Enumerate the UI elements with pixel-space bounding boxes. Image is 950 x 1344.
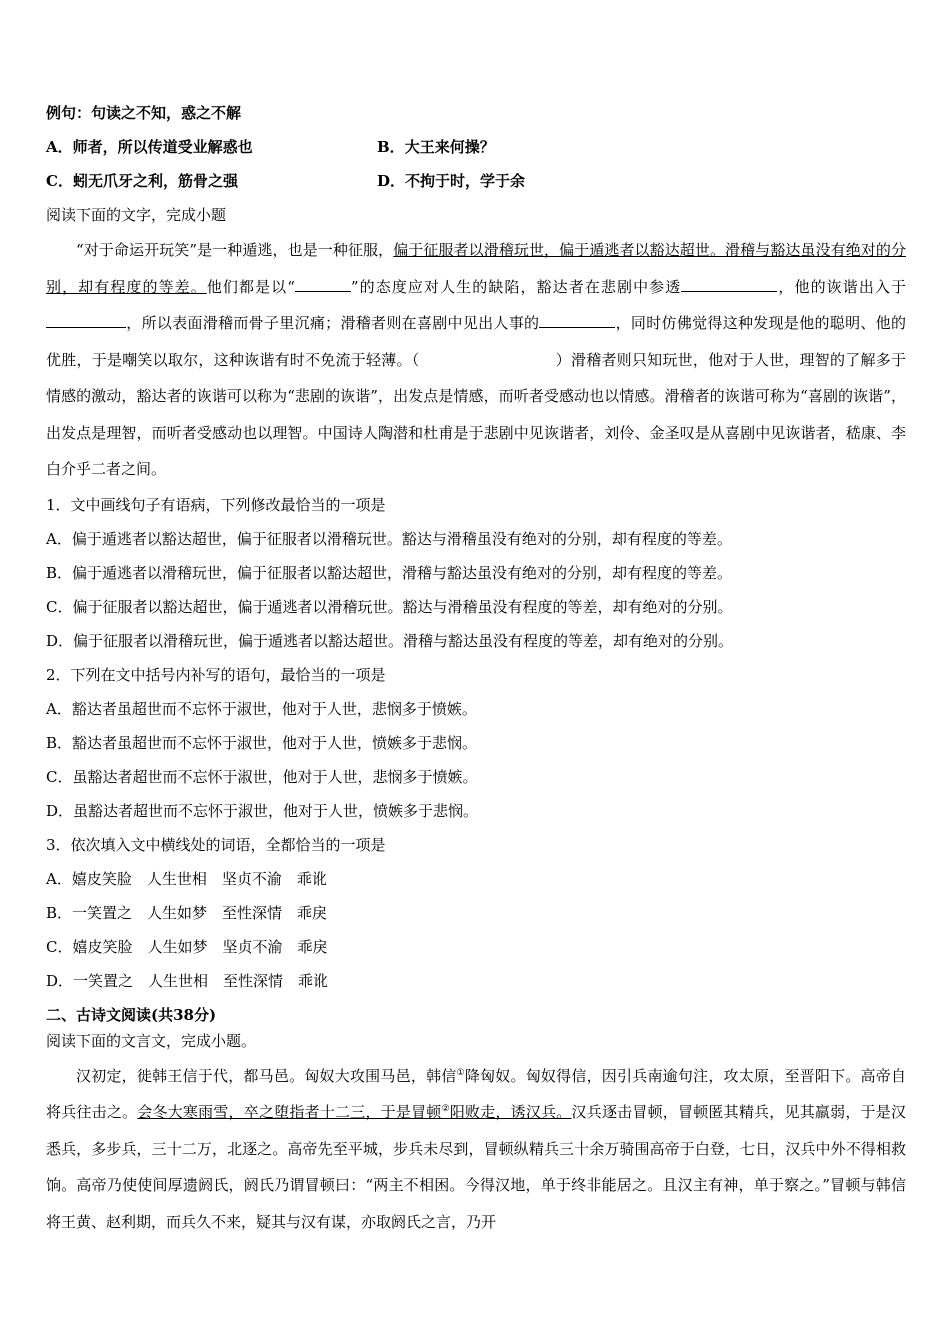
footnote-marker-1: ① xyxy=(456,1067,465,1078)
question-3-option-d[interactable]: D．一笑置之 人生世相 至性深情 乖讹 xyxy=(46,971,329,990)
question-2-option-c[interactable]: C．虽豁达者超世而不忘怀于淑世，他对于人世，悲悯多于愤嫉。 xyxy=(46,767,478,786)
question-1-option-a[interactable]: A．偏于遁逃者以豁达超世，偏于征服者以滑稽玩世。豁达与滑稽虽没有绝对的分别，却有程度的等差。 xyxy=(46,529,732,548)
question-2-option-d[interactable]: D．虽豁达者超世而不忘怀于淑世，他对于人世，愤嫉多于悲悯。 xyxy=(46,801,479,820)
question-1-option-c[interactable]: C．偏于征服者以豁达超世，偏于遁逃者以滑稽玩世。豁达与滑稽虽没有程度的等差，却有绝对的分别。 xyxy=(46,597,733,616)
section-2-title: 二、古诗文阅读(共38分) xyxy=(46,1005,217,1024)
example-option-c[interactable]: C．蚓无爪牙之利，筋骨之强 xyxy=(46,172,238,190)
passage1-paragraph: “对于命运开玩笑”是一种遁逃，也是一种征服，偏于征服者以滑稽玩世，偏于遁逃者以豁达超世。滑稽与豁达虽没有绝对的分别，却有程度的等差。他们都是以“ ”的态度应对人生的缺陷，豁达者在悲剧中参透 ，他的诙谐出入于，所以表面滑稽而骨子里沉痛；滑稽者则在喜剧中见出人事的 ，同时仿佛觉得这种发现是他的聪明、他的优胜，于是嘲笑以取尔，这种诙谐有时不免流于轻薄。（ ）滑稽者则只知玩世，他对于人世，理智的了解多于情感的激动，豁达者的诙谐可以称为“悲剧的诙谐”，出发点是情感，而听者受感动也以情感。滑稽者的诙谐可称为“喜剧的诙谐”，出发点是理智，而听者受感动也以理智。中国诗人陶潜和杜甫是于悲剧中见诙谐者，刘伶、金圣叹是从喜剧中见诙谐者，嵇康、李白介乎二者之间。 xyxy=(46,241,906,478)
question-1-option-b[interactable]: B．偏于遁逃者以滑稽玩世，偏于征服者以豁达超世，滑稽与豁达虽没有绝对的分别，却有程度的等差。 xyxy=(46,563,733,582)
passage1-intro: 阅读下面的文字，完成小题 xyxy=(46,206,227,224)
underlined-sentence: 偏于征服者以滑稽玩世，偏于遁逃者以豁达超世。滑稽与豁达虽没有绝对的分别，却有程度的等差。 xyxy=(46,241,906,296)
underlined-classical-sentence: 会冬大寒雨雪，卒之堕指者十二三，于是冒顿②阳败走，诱汉兵。 xyxy=(137,1103,572,1121)
fill-blank-3[interactable] xyxy=(46,311,126,329)
section-2-intro: 阅读下面的文言文，完成小题。 xyxy=(46,1031,257,1050)
footnote-marker-2: ② xyxy=(441,1104,450,1114)
question-2-option-b[interactable]: B．豁达者虽超世而不忘怀于淑世，他对于人世，愤嫉多于悲悯。 xyxy=(46,733,478,752)
question-3-option-b[interactable]: B．一笑置之 人生如梦 至性深情 乖戾 xyxy=(46,903,328,922)
example-option-b[interactable]: B．大王来何操？ xyxy=(377,138,495,156)
example-option-a[interactable]: A．师者，所以传道受业解惑也 xyxy=(46,138,253,156)
fill-blank-1[interactable] xyxy=(295,274,351,292)
classical-passage: 汉初定，徙韩王信于代，都马邑。匈奴大攻围马邑，韩信①降匈奴。匈奴得信，因引兵南逾句注，攻太原，至晋阳下。高帝自将兵往击之。会冬大寒雨雪，卒之堕指者十二三，于是冒顿②阳败走，诱汉兵。汉兵逐击冒顿，冒顿匿其精兵，见其羸弱，于是汉悉兵，多步兵，三十二万，北逐之。高帝先至平城，步兵未尽到，冒顿纵精兵三十余万骑围高帝于白登，七日，汉兵中外不得相救饷。高帝乃使使间厚遗阏氏，阏氏乃谓冒顿曰：“两主不相困。今得汉地，单于终非能居之。且汉主有神，单于察之。”冒顿与韩信将王黄、赵利期，而兵久不来，疑其与汉有谋，亦取阏氏之言，乃开 xyxy=(46,1066,906,1231)
question-1-option-d[interactable]: D．偏于征服者以滑稽玩世，偏于遁逃者以豁达超世。滑稽与豁达虽没有程度的等差，却有绝对的分别。 xyxy=(46,631,734,650)
fill-blank-2[interactable] xyxy=(681,274,777,292)
example-options-row-1 xyxy=(46,130,906,164)
question-3-stem: 3．依次填入文中横线处的词语，全都恰当的一项是 xyxy=(46,835,386,854)
example-options-row-2 xyxy=(46,164,906,198)
example-option-d[interactable]: D．不拘于时，学于余 xyxy=(377,172,526,190)
question-3-option-c[interactable]: C．嬉皮笑脸 人生如梦 坚贞不渝 乖戾 xyxy=(46,937,328,956)
question-1-stem: 1．文中画线句子有语病，下列修改最恰当的一项是 xyxy=(46,495,386,514)
question-2-option-a[interactable]: A．豁达者虽超世而不忘怀于淑世，他对于人世，悲悯多于愤嫉。 xyxy=(46,699,477,718)
example-sentence: 例句：句读之不知，惑之不解 xyxy=(46,104,242,122)
question-2-stem: 2．下列在文中括号内补写的语句，最恰当的一项是 xyxy=(46,665,386,684)
document-page xyxy=(46,96,906,1240)
question-3-option-a[interactable]: A．嬉皮笑脸 人生世相 坚贞不渝 乖讹 xyxy=(46,869,327,888)
fill-blank-4[interactable] xyxy=(539,311,615,329)
